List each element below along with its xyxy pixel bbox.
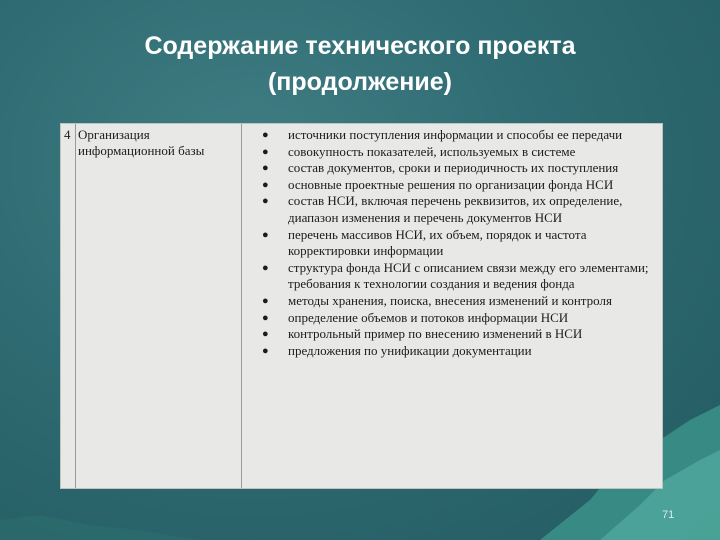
list-item: ● состав НСИ, включая перечень реквизитов, их определение, диапазон изменения и перечень документов НСИ <box>262 193 623 225</box>
list-item: ● структура фонда НСИ с описанием связи между его элементами; требования к технологии создания и ведения фонда <box>262 259 649 292</box>
slide-title-line-2: (продолжение) <box>267 68 453 96</box>
bullet-icon: ● <box>262 162 269 175</box>
bullet-icon: ● <box>262 311 269 324</box>
bullet-icon: ● <box>262 129 269 141</box>
list-item: ● методы хранения, поиска, внесения изменений и контроля <box>262 292 612 308</box>
list-item: ● предложения по унификации документации <box>262 342 532 358</box>
slide-title-line-1: Содержание технического проекта <box>144 32 576 60</box>
table-divider <box>75 124 76 488</box>
list-item: ● совокупность показателей, используемых в системе <box>262 143 576 159</box>
list-item: ● определение объемов и потоков информации НСИ <box>262 309 569 325</box>
bullet-icon: ● <box>262 178 269 191</box>
page-number: 71 <box>662 509 675 521</box>
slide-title <box>40 28 680 100</box>
bullet-icon: ● <box>262 261 269 274</box>
content-table <box>60 123 663 489</box>
bullet-icon: ● <box>262 328 269 341</box>
list-item: ● состав документов, сроки и периодичность их поступления <box>262 160 619 176</box>
bullet-icon: ● <box>262 195 269 208</box>
list-item: ● перечень массивов НСИ, их объем, порядок и частота корректировки информации <box>262 226 587 259</box>
list-item: ● контрольный пример по внесению изменений в НСИ <box>262 326 583 342</box>
bullet-icon: ● <box>262 294 269 307</box>
table-divider <box>241 124 242 488</box>
section-title: Организация информационной базы <box>78 127 205 158</box>
list-item: ● основные проектные решения по организации фонда НСИ <box>262 176 614 192</box>
bullet-icon: ● <box>262 145 269 158</box>
bullet-icon: ● <box>262 228 269 241</box>
row-number: 4 <box>64 127 71 142</box>
items-list <box>258 127 658 359</box>
bullet-icon: ● <box>262 344 269 357</box>
list-item: ● источники поступления информации и способы ее передачи <box>262 127 623 142</box>
